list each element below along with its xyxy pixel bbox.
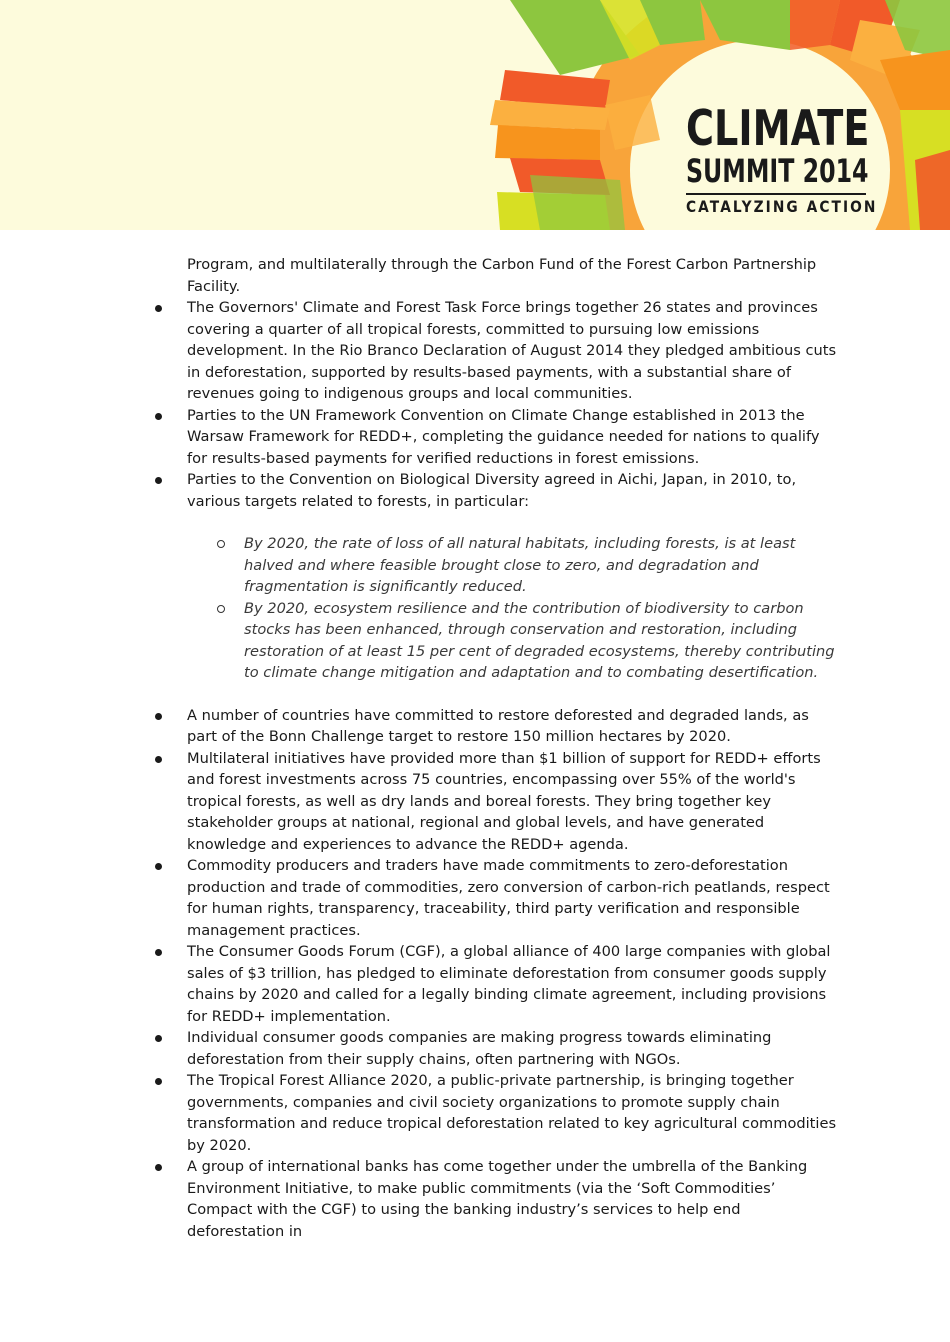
logo-line-summit: SUMMIT 2014 xyxy=(686,152,869,190)
list-item-text: Parties to the UN Framework Convention on Climate Change established in 2013 the Warsaw Framework for REDD+, completing the guidance needed for nations to qualify for results-based payments for verified reductions in forest emissions. xyxy=(187,406,820,467)
list-item xyxy=(187,469,837,512)
list-item-text: Parties to the Convention on Biological Diversity agreed in Aichi, Japan, in 2010, to, various targets related to forests, in particular: xyxy=(187,471,797,510)
bullet-icon xyxy=(155,305,162,312)
circle-bullet-icon xyxy=(217,540,225,548)
climate-summit-logo xyxy=(686,100,878,219)
logo-line-climate: CLIMATE xyxy=(686,100,870,157)
list-item xyxy=(187,297,837,405)
logo-tagline: CATALYZING ACTION xyxy=(686,197,878,216)
continuation-text: Program, and multilaterally through the Carbon Fund of the Forest Carbon Partnership Facility. xyxy=(187,256,817,295)
bullet-icon xyxy=(155,713,162,720)
list-item xyxy=(187,748,837,856)
list-item xyxy=(187,405,837,470)
document-body xyxy=(0,254,950,1242)
page-header xyxy=(0,0,950,230)
sub-list-item xyxy=(244,598,838,684)
list-item-text: A group of international banks has come together under the umbrella of the Banking Environment Initiative, to make public commitments (via the ‘Soft Commodities’ Compact with the CGF) to using the banking industry’s services to help end deforestation in xyxy=(187,1158,808,1240)
sub-list-item-text: By 2020, ecosystem resilience and the contribution of biodiversity to carbon stocks has been enhanced, through conservation and restoration, including restoration of at least 15 per cent of degraded ecosystems, thereby contributing to climate change mitigation and adaptation and to combating desertification. xyxy=(244,599,835,681)
list-item-text: A number of countries have committed to restore deforested and degraded lands, as part of the Bonn Challenge target to restore 150 million hectares by 2020. xyxy=(187,706,809,745)
list-item-text: The Tropical Forest Alliance 2020, a public-private partnership, is bringing together governments, companies and civil society organizations to promote supply chain transformation and reduce tropical deforestation related to key agricultural commodities by 2020. xyxy=(187,1072,837,1154)
bullet-icon xyxy=(155,1035,162,1042)
bullet-icon xyxy=(155,413,162,420)
list-item xyxy=(187,1070,837,1156)
list-item-text: Multilateral initiatives have provided more than $1 billion of support for REDD+ efforts and forest investments across 75 countries, encompassing over 55% of the world's tropical forests, as well as dry lands and boreal forests. They bring together key stakeholder groups at national, regional and global levels, and have generated knowledge and experiences to advance the REDD+ agenda. xyxy=(187,749,821,853)
bullet-icon xyxy=(155,863,162,870)
list-item-text: Individual consumer goods companies are making progress towards eliminating deforestation from their supply chains, often partnering with NGOs. xyxy=(187,1029,772,1068)
list-item xyxy=(187,855,837,941)
sub-list-item-text: By 2020, the rate of loss of all natural habitats, including forests, is at least halved and where feasible brought close to zero, and degradation and fragmentation is significantly reduced. xyxy=(244,535,796,595)
list-item xyxy=(187,941,837,1027)
sub-list-item xyxy=(244,533,838,598)
list-item xyxy=(187,1027,837,1070)
list-item xyxy=(187,1156,837,1242)
list-item xyxy=(187,705,837,748)
bullet-icon xyxy=(155,1164,162,1171)
bullet-icon xyxy=(155,949,162,956)
bullet-icon xyxy=(155,1078,162,1085)
bullet-icon xyxy=(155,477,162,484)
bullet-icon xyxy=(155,756,162,763)
circle-bullet-icon xyxy=(217,605,225,613)
list-item-text: Commodity producers and traders have made commitments to zero-deforestation production and trade of commodities, zero conversion of carbon-rich peatlands, respect for human rights, transparency, traceability, third party verification and responsible management practices. xyxy=(187,857,830,939)
sub-list xyxy=(0,533,950,684)
list-item-text: The Consumer Goods Forum (CGF), a global alliance of 400 large companies with global sales of $3 trillion, has pledged to eliminate deforestation from consumer goods supply chains by 2020 and called for a legally binding climate agreement, including provisions for REDD+ implementation. xyxy=(187,943,831,1025)
list-item-text: The Governors' Climate and Forest Task Force brings together 26 states and provinces covering a quarter of all tropical forests, committed to pursuing low emissions development. In the Rio Branco Declaration of August 2014 they pledged ambitious cuts in deforestation, supported by results-based payments, with a substantial share of revenues going to indigenous groups and local communities. xyxy=(187,299,837,402)
